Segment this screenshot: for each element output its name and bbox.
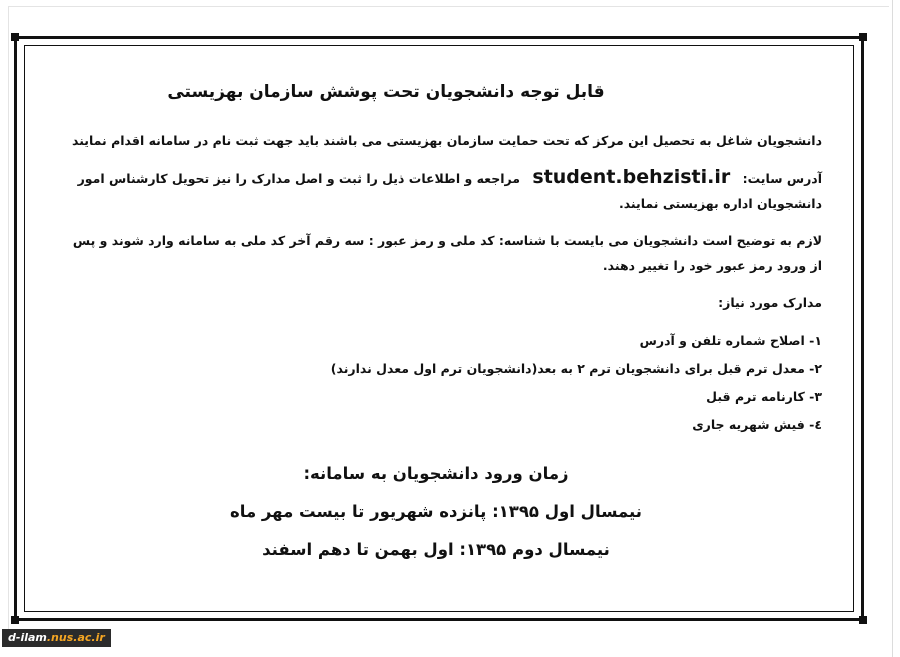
address-paragraph [60, 165, 822, 216]
list-item: ٤- فیش شهریه جاری [692, 417, 822, 432]
logo-text-main: d-ilam [8, 631, 47, 644]
corner-ornament [11, 33, 19, 41]
corner-ornament [859, 33, 867, 41]
list-item: ۱- اصلاح شماره تلفن و آدرس [639, 333, 822, 348]
address-instructions: مراجعه و اطلاعات ذیل را ثبت و اصل مدارک را نیز تحویل کارشناس امور دانشجویان اداره بهزیستی نمایند. [77, 171, 822, 211]
logo-text-domain: .nus.ac.ir [46, 631, 105, 644]
semester1-dates: نیمسال اول ۱۳۹۵: پانزده شهریور تا بیست مهر ماه [230, 502, 642, 521]
notice-title: قابل توجه دانشجویان تحت پوشش سازمان بهزیستی [167, 82, 605, 102]
site-logo [2, 629, 111, 647]
corner-ornament [11, 616, 19, 624]
intro-paragraph: دانشجویان شاغل به تحصیل این مرکز که تحت حمایت سازمان بهزیستی می باشند باید جهت ثبت نام در سامانه اقدام نمایند [71, 133, 822, 148]
notice-body [60, 82, 822, 569]
scan-edge [892, 0, 893, 657]
docs-heading: مدارک مورد نیاز: [718, 295, 822, 310]
list-item: ۲- معدل ترم قبل برای دانشجویان ترم ۲ به بعد(دانشجویان ترم اول معدل ندارند) [330, 361, 822, 376]
website-link[interactable]: student.behzisti.ir [532, 166, 731, 188]
list-item: ۳- کارنامه ترم قبل [706, 389, 822, 404]
corner-ornament [859, 616, 867, 624]
required-docs-list [60, 327, 822, 439]
address-label: آدرس سایت: [742, 171, 822, 186]
entry-time-heading: زمان ورود دانشجویان به سامانه: [303, 464, 569, 483]
semester2-dates: نیمسال دوم ۱۳۹۵: اول بهمن تا دهم اسفند [262, 540, 610, 559]
login-note: لازم به توضیح است دانشجویان می بایست با شناسه: کد ملی و رمز عبور : سه رقم آخر کد ملی به سامانه وارد شوند و پس از ورود رمز عبور خود را تغییر دهند. [72, 233, 822, 273]
